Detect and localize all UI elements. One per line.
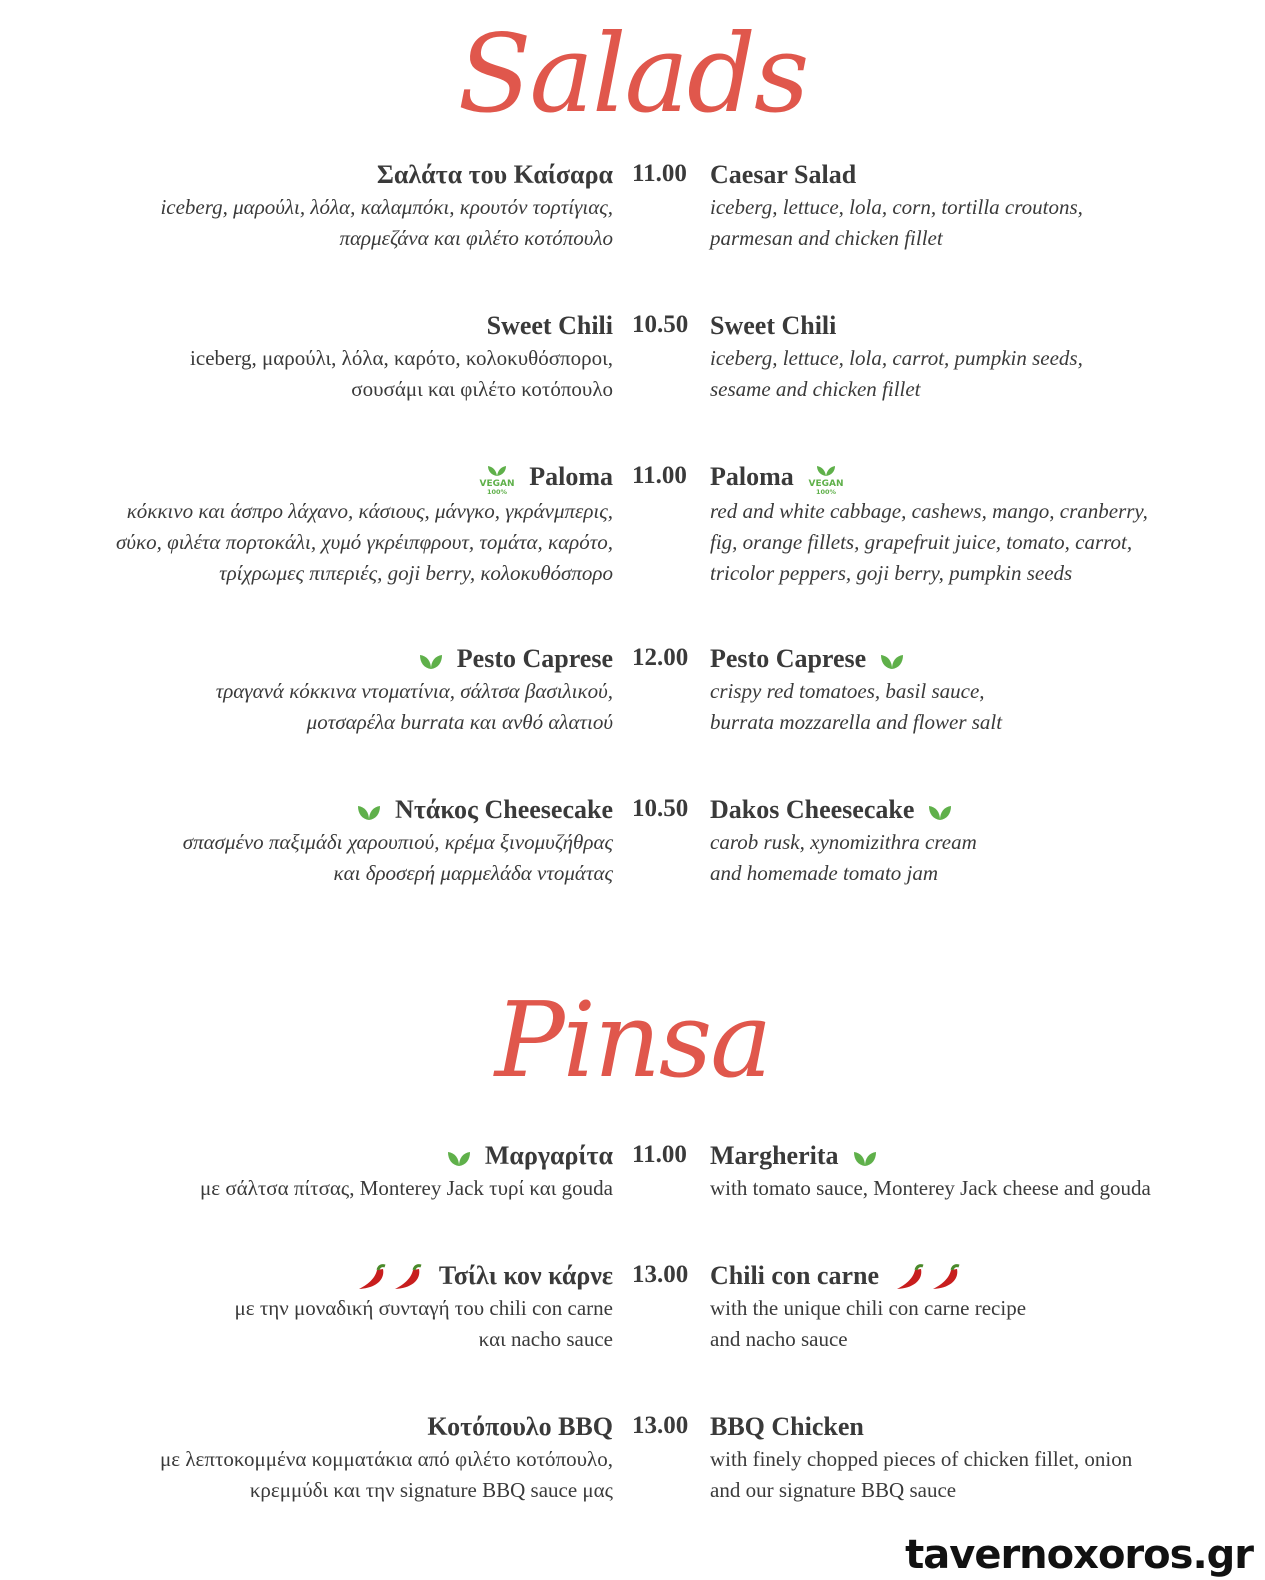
item-name-english: Sweet Chili — [710, 311, 837, 340]
item-desc-english-line: fig, orange fillets, grapefruit juice, tomato, carrot, — [710, 530, 1133, 555]
item-name-greek-row — [183, 793, 613, 827]
item-desc-english-line: tricolor peppers, goji berry, pumpkin seeds — [710, 561, 1073, 586]
item-name-greek: Μαργαρίτα — [484, 1141, 613, 1170]
item-desc-english-line: with the unique chili con carne recipe — [710, 1296, 1027, 1321]
item-price: 12.00 — [632, 644, 689, 671]
vegan-badge-label: VEGAN — [479, 479, 515, 490]
watermark: tavernoxoros.gr — [905, 1532, 1253, 1578]
item-name-greek-row — [116, 460, 613, 496]
item-price: 11.00 — [632, 462, 687, 489]
item-name-greek: Σαλάτα του Καίσαρα — [376, 160, 613, 189]
item-price: 11.00 — [632, 160, 687, 187]
item-desc-greek-line: σύκο, φιλέτα πορτοκάλι, χυμό γκρέιπφρουτ, τομάτα, καρότο, — [116, 530, 613, 555]
item-desc-greek-line: και nacho sauce — [478, 1327, 613, 1352]
item-name-english-row — [710, 1259, 1026, 1293]
item-greek — [183, 793, 613, 889]
item-price: 11.00 — [632, 1141, 687, 1168]
item-desc-greek-line: με την μοναδική συνταγή του chili con carne — [234, 1296, 613, 1321]
item-name-greek: Sweet Chili — [486, 311, 613, 340]
item-name-greek: Ντάκος Cheesecake — [395, 795, 613, 824]
item-desc-english-line: carob rusk, xynomizithra cream — [710, 830, 977, 854]
item-english — [710, 1139, 1151, 1204]
item-price: 13.00 — [632, 1261, 689, 1288]
item-desc-english-line: iceberg, lettuce, lola, corn, tortilla croutons, — [710, 195, 1083, 219]
vegan-badge-label: VEGAN — [808, 479, 844, 490]
item-english — [710, 793, 977, 889]
section-title-salads: Salads — [457, 12, 808, 137]
chili-pepper-icon — [355, 1263, 425, 1293]
item-desc-greek-line: τρίχρωμες πιπεριές, goji berry, κολοκυθόσπορο — [219, 561, 613, 586]
item-name-english: Paloma — [710, 462, 794, 491]
item-desc-english-line: red and white cabbage, cashews, mango, cranberry, — [710, 499, 1148, 524]
item-desc-greek-line: με σάλτσα πίτσας, Monterey Jack τυρί και gouda — [200, 1176, 613, 1200]
item-desc-greek-line: με λεπτοκομμένα κομματάκια από φιλέτο κοτόπουλο, — [160, 1447, 613, 1471]
vegan-badge-percent: 100% — [487, 488, 508, 497]
chili-pepper-icon — [893, 1263, 963, 1293]
item-greek — [160, 1410, 613, 1506]
item-english — [710, 642, 1002, 738]
item-desc-greek-line: iceberg, μαρούλι, λόλα, καρότο, κολοκυθόσποροι, — [190, 346, 613, 370]
item-desc-english-line: and homemade tomato jam — [710, 861, 939, 885]
item-name-greek: Τσίλι κον κάρνε — [438, 1261, 613, 1290]
item-name-greek-row — [235, 1259, 613, 1293]
item-name-english-row — [710, 1139, 1151, 1173]
item-desc-greek-line: μοτσαρέλα burrata και ανθό αλατιού — [306, 710, 613, 734]
item-english — [710, 158, 1083, 254]
vegan-badge-icon — [808, 462, 844, 496]
item-desc-english-line: burrata mozzarella and flower salt — [710, 710, 1003, 734]
item-desc-english-line: and our signature BBQ sauce — [710, 1478, 957, 1502]
item-name-english: Margherita — [710, 1141, 839, 1170]
item-name-english: Caesar Salad — [710, 160, 857, 189]
vegan-badge-percent: 100% — [815, 488, 836, 497]
item-desc-greek-line: παρμεζάνα και φιλέτο κοτόπουλο — [339, 226, 613, 250]
item-desc-english-line: and nacho sauce — [710, 1327, 848, 1352]
item-greek — [200, 1139, 613, 1204]
item-english — [710, 1259, 1026, 1355]
leaf-icon — [928, 802, 952, 822]
item-name-greek-row — [216, 642, 613, 676]
item-desc-greek-line: iceberg, μαρούλι, λόλα, καλαμπόκι, κρουτόν τορτίγιας, — [160, 195, 613, 219]
item-name-english-row — [710, 642, 1002, 676]
leaf-icon — [357, 802, 381, 822]
item-greek — [235, 1259, 613, 1355]
item-desc-english-line: with tomato sauce, Monterey Jack cheese and gouda — [710, 1176, 1151, 1200]
item-english — [710, 460, 1148, 589]
item-price: 10.50 — [632, 795, 689, 822]
item-desc-greek-line: κρεμμύδι και την signature BBQ sauce μας — [249, 1478, 613, 1502]
item-english — [710, 309, 1083, 405]
item-desc-greek-line: σπασμένο παξιμάδι χαρουπιού, κρέμα ξινομυζήθρας — [182, 830, 613, 854]
item-greek — [190, 309, 613, 405]
item-desc-greek-line: σουσάμι και φιλέτο κοτόπουλο — [351, 377, 613, 401]
item-desc-greek-line: τραγανά κόκκινα ντοματίνια, σάλτσα βασιλικού, — [215, 679, 613, 703]
item-greek — [116, 460, 613, 589]
item-name-greek: Pesto Caprese — [456, 644, 613, 673]
item-desc-english-line: parmesan and chicken fillet — [710, 226, 943, 250]
item-name-greek: Κοτόπουλο BBQ — [427, 1412, 613, 1441]
item-price: 13.00 — [632, 1412, 689, 1439]
item-english — [710, 1410, 1132, 1506]
leaf-icon — [880, 651, 904, 671]
item-name-english: Pesto Caprese — [710, 644, 867, 673]
item-name-english: Dakos Cheesecake — [710, 795, 915, 824]
item-desc-english-line: iceberg, lettuce, lola, carrot, pumpkin seeds, — [710, 346, 1083, 370]
item-desc-english-line: sesame and chicken fillet — [710, 377, 921, 401]
leaf-icon — [419, 651, 443, 671]
item-desc-english-line: crispy red tomatoes, basil sauce, — [710, 679, 985, 703]
item-name-english: Chili con carne — [710, 1261, 879, 1290]
section-title-pinsa: Pinsa — [494, 979, 771, 1101]
item-name-greek-row — [200, 1139, 613, 1173]
item-price: 10.50 — [632, 311, 689, 338]
item-name-greek: Paloma — [529, 462, 613, 491]
item-name-english-row — [710, 793, 977, 827]
leaf-icon — [447, 1148, 471, 1168]
item-greek — [216, 642, 613, 738]
item-desc-greek-line: κόκκινο και άσπρο λάχανο, κάσιους, μάνγκο, γκράνμπερις, — [126, 499, 613, 524]
item-desc-english-line: with finely chopped pieces of chicken fillet, onion — [710, 1447, 1133, 1471]
item-greek — [160, 158, 613, 254]
item-name-english: BBQ Chicken — [710, 1412, 864, 1441]
item-name-english-row — [710, 460, 1148, 496]
leaf-icon — [853, 1148, 877, 1168]
vegan-badge-icon — [479, 462, 515, 496]
item-desc-greek-line: και δροσερή μαρμελάδα ντομάτας — [333, 861, 613, 885]
